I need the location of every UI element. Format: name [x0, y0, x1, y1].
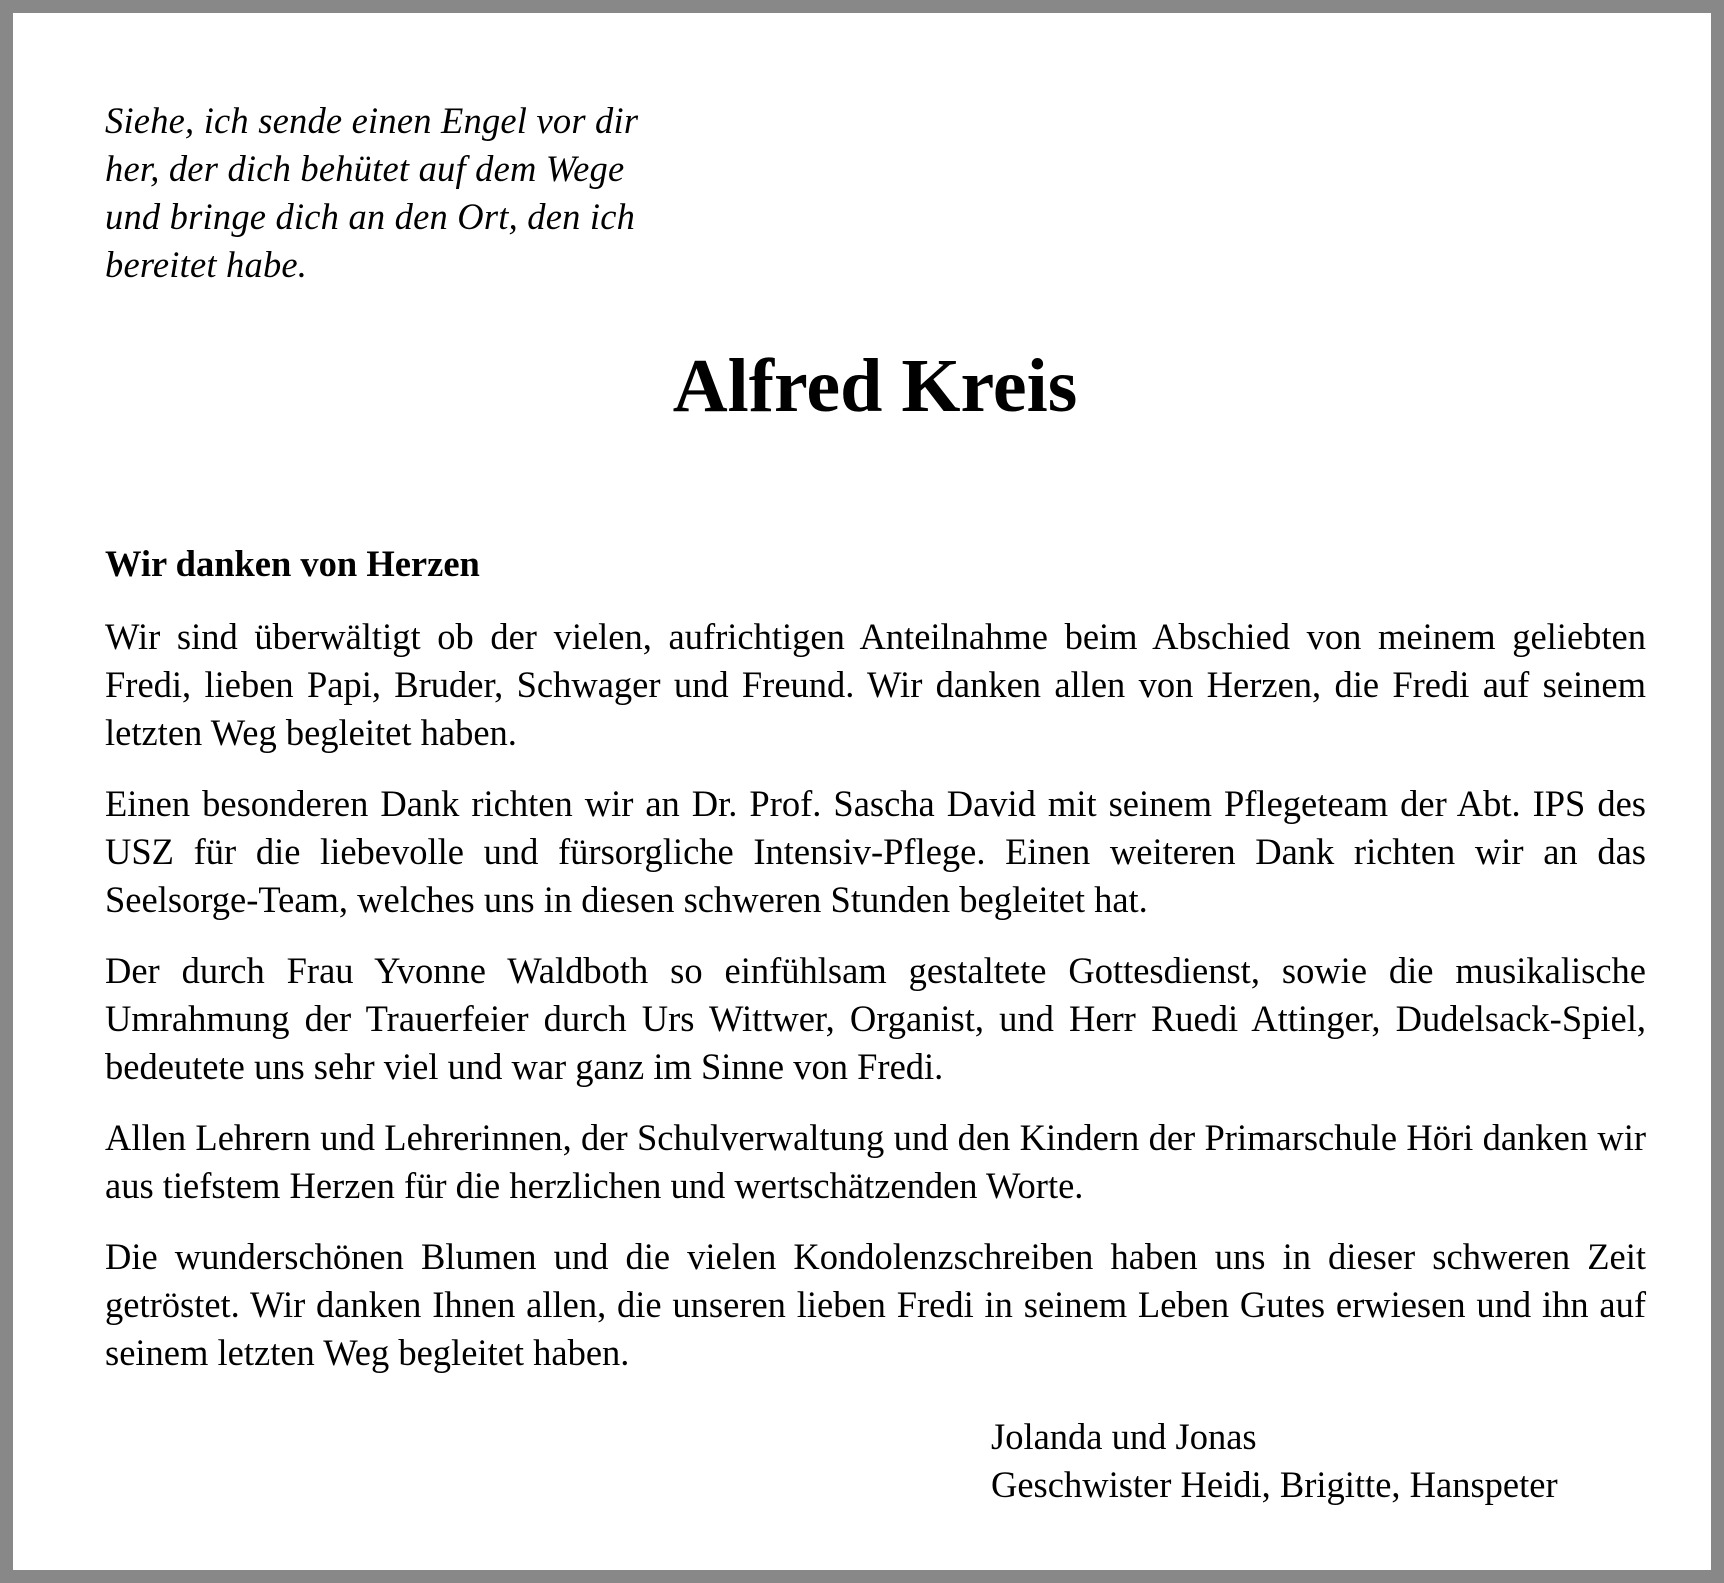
paragraph: Die wunderschönen Blumen und die vielen Kondolenzschreiben haben uns in dieser schweren Zeit getröstet. Wir danken Ihnen allen, die unseren lieben Fredi in seinem Leben Gutes erwiesen und ihn auf seinem letzten Weg begleitet haben. [105, 1236, 1646, 1373]
deceased-name: Alfred Kreis [672, 344, 1078, 428]
signature-line: Geschwister Heidi, Brigitte, Hanspeter [991, 1464, 1558, 1505]
verse-line: her, der dich behütet auf dem Wege [105, 148, 625, 189]
paragraph: Wir sind überwältigt ob der vielen, aufrichtigen Anteilnahme beim Abschied von meinem geliebten Fredi, lieben Papi, Bruder, Schwager und Freund. Wir danken allen von Herzen, die Fredi auf seinem letzten Weg begleitet haben. [105, 616, 1646, 753]
paragraph: Der durch Frau Yvonne Waldboth so einfühlsam gestaltete Gottesdienst, sowie die musikalische Umrahmung der Trauerfeier durch Urs Wittwer, Organist, und Herr Ruedi Attinger, Dudelsack-Spiel, bedeutete uns sehr viel und war ganz im Sinne von Fredi. [105, 950, 1646, 1087]
signature-line: Jolanda und Jonas [991, 1416, 1257, 1457]
paragraph: Allen Lehrern und Lehrerinnen, der Schulverwaltung und den Kindern der Primarschule Höri danken wir aus tiefstem Herzen für die herzlichen und wertschätzenden Worte. [105, 1117, 1646, 1206]
verse-line: Siehe, ich sende einen Engel vor dir [105, 100, 639, 141]
paragraph: Einen besonderen Dank richten wir an Dr. Prof. Sascha David mit seinem Pflegeteam der Abt. IPS des USZ für die liebevolle und fürsorgliche Intensiv-Pflege. Einen weiteren Dank richten wir an das Seelsorge-Team, welches uns in diesen schweren Stunden begleitet hat. [105, 783, 1646, 920]
bible-verse [105, 97, 745, 289]
verse-line: und bringe dich an den Ort, den ich [105, 196, 636, 237]
thanks-heading: Wir danken von Herzen [105, 543, 480, 584]
thanks-body [105, 613, 1646, 1400]
signature-block [991, 1413, 1558, 1509]
verse-line: bereitet habe. [105, 244, 308, 285]
